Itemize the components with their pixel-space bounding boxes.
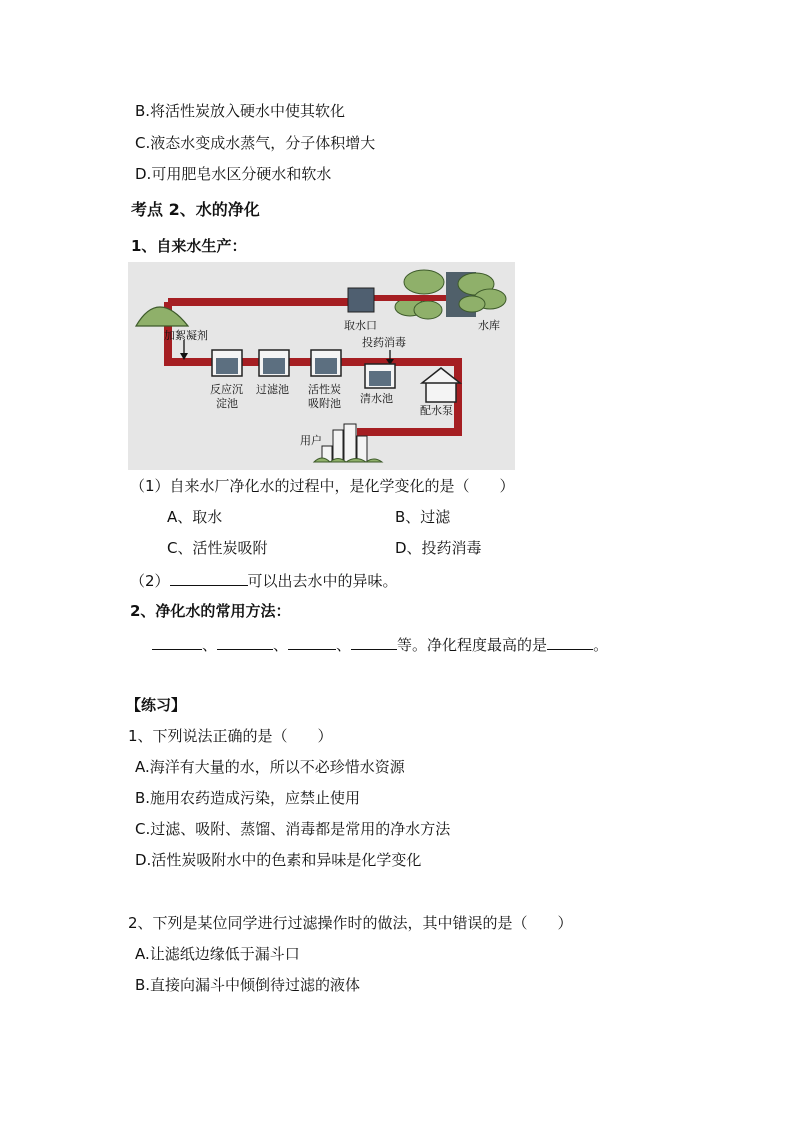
separator: 、 <box>202 636 218 654</box>
practice-question-1: 1、下列说法正确的是（ ） <box>128 727 333 745</box>
subsection-tap-water: 1、自来水生产： <box>131 237 247 255</box>
practice-q1-option-a: A.海洋有大量的水，所以不必珍惜水资源 <box>135 758 405 776</box>
label-reaction-1: 反应沉 <box>210 383 243 396</box>
q1-option-b: B、过滤 <box>395 508 451 526</box>
practice-q1-option-d: D.活性炭吸附水中的色素和异味是化学变化 <box>135 851 422 869</box>
tree-icon <box>414 301 442 319</box>
label-user: 用户 <box>300 434 322 447</box>
section-title: 考点 2、水的净化 <box>131 200 260 219</box>
practice-question-2: 2、下列是某位同学进行过滤操作时的做法，其中错误的是（ ） <box>128 914 573 932</box>
label-carbon-2: 吸附池 <box>308 397 341 410</box>
label-intake: 取水口 <box>344 319 377 332</box>
diagram-svg <box>128 262 515 470</box>
q1-option-d: D、投药消毒 <box>395 539 482 557</box>
reaction-tank-water <box>216 358 238 374</box>
building-icon <box>357 436 367 462</box>
practice-q2-option-b: B.直接向漏斗中倾倒待过滤的液体 <box>135 976 361 994</box>
prev-option-d: D.可用肥皂水区分硬水和软水 <box>135 165 332 183</box>
pipe-upper <box>168 298 348 302</box>
subsection-methods: 2、净化水的常用方法： <box>130 602 291 620</box>
method-blank-4[interactable] <box>351 633 397 650</box>
tree-icon <box>404 270 444 294</box>
methods-end: 。 <box>593 636 609 654</box>
methods-line <box>152 633 608 655</box>
practice-q2-option-a: A.让滤纸边缘低于漏斗口 <box>135 945 300 963</box>
methods-tail: 等。净化程度最高的是 <box>397 636 548 654</box>
label-clear: 清水池 <box>360 392 393 405</box>
prev-option-b: B.将活性炭放入硬水中使其软化 <box>135 102 346 120</box>
label-filter: 过滤池 <box>256 383 289 396</box>
label-carbon-1: 活性炭 <box>308 383 341 396</box>
filter-tank-water <box>263 358 285 374</box>
intake-box-icon <box>348 288 374 312</box>
label-disinfect: 投药消毒 <box>362 336 406 349</box>
q1-option-c: C、活性炭吸附 <box>167 539 268 557</box>
method-blank-2[interactable] <box>217 633 273 650</box>
practice-q1-option-c: C.过滤、吸附、蒸馏、消毒都是常用的净水方法 <box>135 820 451 838</box>
method-blank-1[interactable] <box>152 633 202 650</box>
label-coagulant: 加絮凝剂 <box>164 329 208 342</box>
q2-tail: 可以出去水中的异味。 <box>247 572 398 590</box>
method-blank-3[interactable] <box>288 633 336 650</box>
separator: 、 <box>273 636 289 654</box>
pump-house-icon <box>426 382 456 402</box>
practice-q1-option-b: B.施用农药造成污染，应禁止使用 <box>135 789 361 807</box>
label-reaction-2: 淀池 <box>216 397 238 410</box>
carbon-tank-water <box>315 358 337 374</box>
label-reservoir: 水库 <box>478 319 500 332</box>
q2-number: （2） <box>130 572 170 590</box>
clear-tank-water <box>369 371 391 386</box>
building-icon <box>344 424 356 462</box>
practice-header: 【练习】 <box>126 696 187 714</box>
tree-icon <box>459 296 485 312</box>
label-pump: 配水泵 <box>420 404 453 417</box>
water-treatment-diagram <box>128 262 515 470</box>
separator: 、 <box>336 636 352 654</box>
prev-option-c: C.液态水变成水蒸气，分子体积增大 <box>135 134 376 152</box>
question-2 <box>130 569 398 591</box>
question-1: （1）自来水厂净化水的过程中，是化学变化的是（ ） <box>130 477 515 495</box>
q2-answer-blank[interactable] <box>170 569 248 586</box>
q1-option-a: A、取水 <box>167 508 223 526</box>
highest-purity-blank[interactable] <box>547 633 593 650</box>
building-icon <box>333 430 343 462</box>
